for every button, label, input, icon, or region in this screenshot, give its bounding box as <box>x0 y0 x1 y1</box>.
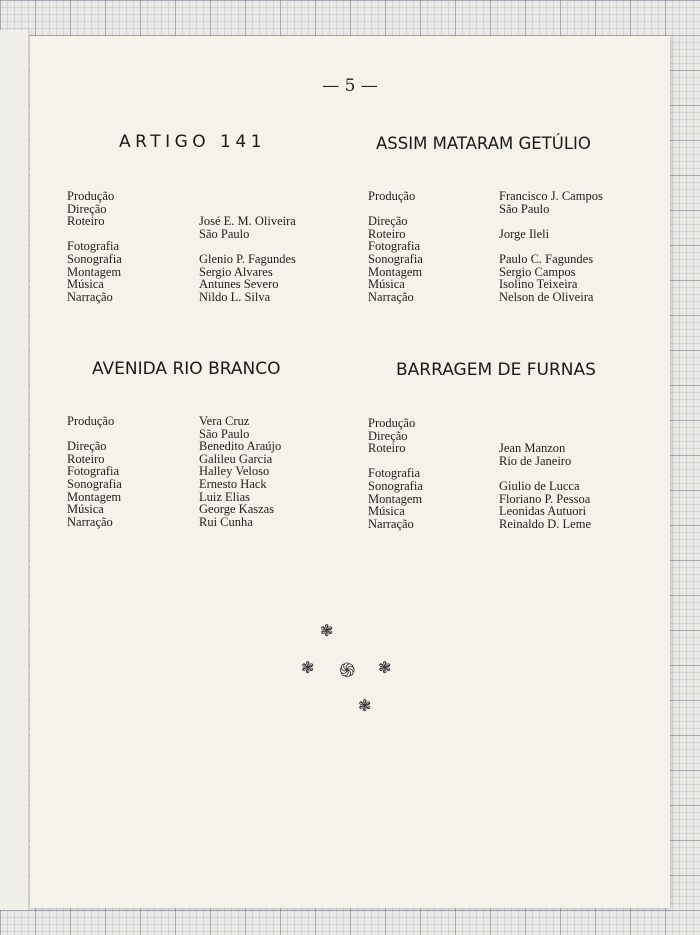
flower-ornament-icon: ❃ <box>378 658 392 677</box>
credit-role: Roteiro <box>67 214 105 229</box>
credit-name: Leonidas Autuori <box>499 504 587 519</box>
credit-name: Jean Manzon <box>499 441 566 456</box>
credit-name: Floriano P. Pessoa <box>499 491 591 506</box>
credits-artigo-141 <box>67 190 317 303</box>
credit-row <box>67 503 317 516</box>
credit-name: Vera Cruz <box>199 414 250 428</box>
credit-row <box>368 190 638 203</box>
credit-row <box>67 190 317 203</box>
credit-name: Nelson de Oliveira <box>499 289 594 304</box>
credit-row <box>368 518 638 531</box>
credit-role: Roteiro <box>368 441 406 456</box>
flower-ornament-icon: ❃ <box>320 621 334 640</box>
credit-name: Luiz Elias <box>199 489 251 504</box>
credit-row <box>67 440 317 453</box>
credit-role: Fotografia <box>368 466 421 481</box>
film-title-assim-mataram-getulio: ASSIM MATARAM GETÚLIO <box>376 134 591 153</box>
credit-role: Narração <box>67 289 113 304</box>
credit-name: Paulo C. Fagundes <box>499 251 594 266</box>
credit-role: Música <box>368 277 405 292</box>
credit-role: Roteiro <box>368 226 406 241</box>
credit-role: Produção <box>67 414 115 428</box>
credit-name: Reinaldo D. Leme <box>499 516 591 531</box>
credit-name: José E. M. Oliveira <box>199 214 296 229</box>
credit-name: Nildo L. Silva <box>199 289 271 304</box>
credit-row <box>368 417 638 430</box>
credit-name: Giulio de Lucca <box>499 478 580 493</box>
credit-name: George Kaszas <box>199 502 275 517</box>
credit-name: São Paulo <box>199 226 250 241</box>
credit-row <box>368 253 638 266</box>
credit-name: Sergio Campos <box>499 264 576 279</box>
credit-name: Isolino Teixeira <box>499 277 578 292</box>
credits-assim-mataram-getulio <box>368 190 638 303</box>
credit-name: São Paulo <box>199 426 250 441</box>
credit-row <box>368 291 638 304</box>
credit-role: Produção <box>368 189 416 203</box>
credit-name: Glenio P. Fagundes <box>199 251 296 266</box>
credit-role: Música <box>67 502 104 517</box>
credit-role: Música <box>368 504 405 519</box>
credit-row <box>67 415 317 428</box>
credit-name: Jorge Ileli <box>499 226 550 241</box>
credit-role: Produção <box>67 189 115 203</box>
credit-row <box>67 278 317 291</box>
credit-name: Halley Veloso <box>199 464 270 479</box>
credit-role: Narração <box>67 514 113 529</box>
credit-name: São Paulo <box>499 201 550 216</box>
flower-ornament-icon: ❃ <box>301 658 315 677</box>
credit-row <box>368 278 638 291</box>
credit-role: Direção <box>368 214 408 229</box>
credit-role: Montagem <box>67 489 122 504</box>
credit-role: Fotografia <box>368 239 421 254</box>
credit-row <box>368 203 638 216</box>
credit-name: Benedito Araújo <box>199 439 282 454</box>
credit-role: Sonografia <box>67 476 122 491</box>
credit-row <box>67 253 317 266</box>
film-title-barragem-de-furnas: BARRAGEM DE FURNAS <box>396 360 596 380</box>
credit-name: Galileu Garcia <box>199 451 273 466</box>
credit-role: Narração <box>368 289 414 304</box>
credit-name: Antunes Severo <box>199 277 279 292</box>
credit-name: Rui Cunha <box>199 514 253 529</box>
credit-name: Ernesto Hack <box>199 476 267 491</box>
film-title-artigo-141: ARTIGO 141 <box>119 132 267 152</box>
credit-role: Produção <box>368 416 416 430</box>
credit-role: Fotografia <box>67 239 120 254</box>
credit-row <box>67 516 317 529</box>
credits-avenida-rio-branco <box>67 415 317 528</box>
credit-row <box>67 215 317 228</box>
previous-page-edge <box>0 30 29 910</box>
credit-role: Narração <box>368 516 414 531</box>
credit-role: Roteiro <box>67 451 105 466</box>
credit-role: Montagem <box>368 264 423 279</box>
credit-row <box>67 491 317 504</box>
film-title-avenida-rio-branco: AVENIDA RIO BRANCO <box>92 359 281 379</box>
credit-name: Rio de Janeiro <box>499 453 572 468</box>
credits-barragem-de-furnas <box>368 417 638 530</box>
credit-role: Direção <box>67 201 107 216</box>
page-number: — 5 — <box>322 76 378 96</box>
credit-row <box>67 291 317 304</box>
credit-role: Sonografia <box>368 251 423 266</box>
credit-role: Sonografia <box>368 478 423 493</box>
center-ornament-icon: ֍ <box>339 658 356 682</box>
credit-role: Música <box>67 277 104 292</box>
credit-role: Sonografia <box>67 251 122 266</box>
credit-row <box>67 478 317 491</box>
credit-role: Montagem <box>67 264 122 279</box>
credit-role: Direção <box>67 439 107 454</box>
credit-row <box>368 505 638 518</box>
credit-name: Francisco J. Campos <box>499 189 603 203</box>
credit-row <box>368 480 638 493</box>
credit-row <box>368 442 638 455</box>
credit-role: Fotografia <box>67 464 120 479</box>
flower-ornament-icon: ❃ <box>358 696 372 715</box>
credit-row <box>368 215 638 228</box>
credit-role: Montagem <box>368 491 423 506</box>
credit-row <box>67 266 317 279</box>
document-page <box>30 36 670 908</box>
credit-role: Direção <box>368 428 408 443</box>
credit-name: Sergio Alvares <box>199 264 273 279</box>
